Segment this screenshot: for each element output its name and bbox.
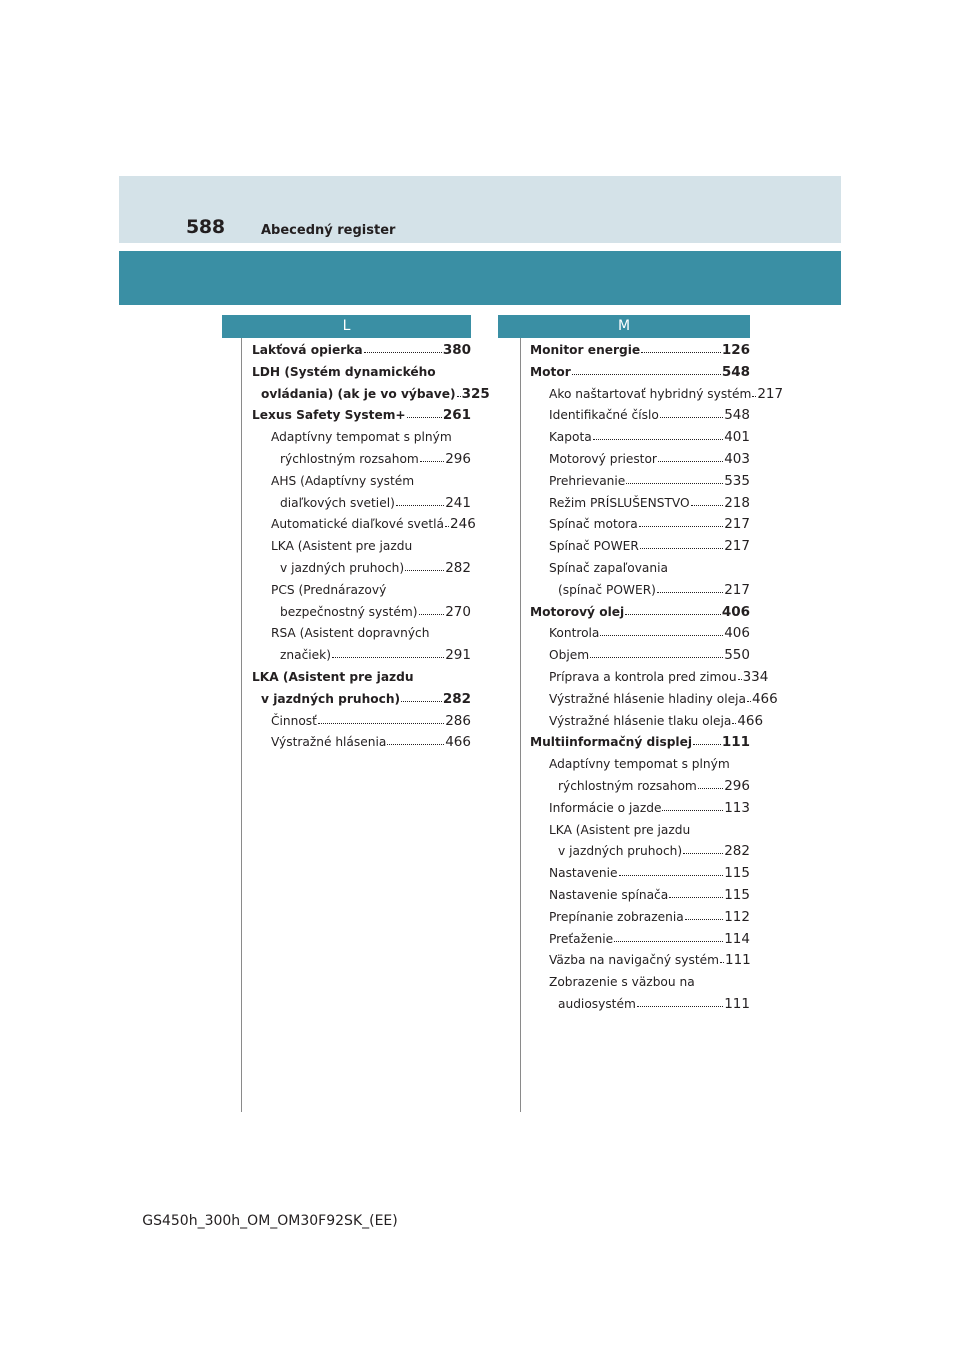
entry-page-number: 406 — [721, 603, 750, 620]
entry-text: PCS (Prednárazový — [271, 582, 387, 597]
entry-text: LDH (Systém dynamického — [252, 364, 436, 379]
index-entry — [530, 798, 750, 820]
index-entry — [252, 558, 471, 580]
entry-text: LKA (Asistent pre jazdu — [271, 539, 413, 554]
leader-dots — [641, 341, 721, 353]
leader-dots — [685, 908, 724, 920]
entry-page-number: 112 — [724, 908, 750, 925]
index-entry — [530, 514, 750, 536]
entry-text: v jazdných pruhoch) — [261, 691, 401, 706]
entry-text: bezpečnostný systém) — [280, 604, 418, 619]
entry-page-number: 296 — [445, 450, 471, 467]
entry-page-number: 380 — [442, 342, 471, 358]
index-entry — [530, 820, 750, 842]
index-entry — [252, 493, 471, 515]
leader-dots — [662, 799, 723, 811]
entry-text: Výstražné hlásenie tlaku oleja — [549, 713, 732, 728]
index-entry — [252, 514, 476, 536]
letter-heading-l: L — [222, 315, 471, 338]
leader-dots — [698, 777, 723, 789]
entry-text: Prepínanie zobrazenia — [549, 909, 684, 924]
index-entry — [530, 384, 784, 406]
leader-dots — [593, 428, 724, 440]
entry-page-number: 111 — [724, 995, 750, 1012]
index-entry — [530, 471, 750, 493]
index-entry — [530, 885, 750, 907]
entry-page-number: 217 — [757, 385, 784, 402]
entry-page-number: 325 — [461, 385, 490, 402]
entry-page-number: 282 — [445, 559, 471, 576]
entry-page-number: 334 — [742, 668, 769, 685]
entry-page-number: 550 — [724, 647, 750, 664]
entry-text: Motorový olej — [530, 604, 625, 619]
entry-page-number: 241 — [445, 494, 471, 511]
leader-dots — [625, 603, 721, 615]
entry-text: Kapota — [549, 430, 592, 445]
index-entry — [252, 449, 471, 471]
index-entry — [530, 602, 750, 624]
leader-dots — [590, 646, 723, 658]
entry-page-number: 286 — [445, 712, 471, 729]
entry-page-number: 296 — [724, 777, 750, 794]
index-column-m — [530, 340, 784, 1016]
index-entry — [530, 558, 750, 580]
entry-page-number: 246 — [450, 516, 476, 533]
entry-text: diaľkových svetiel) — [280, 495, 395, 510]
entry-text: Lexus Safety System+ — [252, 408, 406, 423]
entry-page-number: 466 — [445, 734, 471, 751]
index-entry — [530, 863, 750, 885]
index-entry — [252, 711, 471, 733]
leader-dots — [658, 450, 723, 462]
leader-dots — [332, 646, 444, 658]
leader-dots — [572, 363, 721, 375]
index-entry — [252, 645, 471, 667]
entry-page-number: 115 — [724, 886, 750, 903]
letter-heading-m: M — [498, 315, 750, 338]
index-entry — [252, 362, 471, 384]
index-entry — [530, 580, 750, 602]
index-entry — [252, 471, 471, 493]
entry-text: RSA (Asistent dopravných — [271, 626, 430, 641]
index-entry — [530, 841, 750, 863]
entry-text: LKA (Asistent pre jazdu — [252, 669, 414, 684]
column-rule-left — [241, 338, 242, 1112]
entry-text: Preťaženie — [549, 931, 614, 946]
leader-dots — [445, 515, 449, 527]
entry-page-number: 111 — [721, 734, 750, 751]
entry-text: Nastavenie spínača — [549, 887, 669, 902]
page-number: 588 — [186, 216, 225, 238]
entry-text: audiosystém — [558, 996, 636, 1011]
leader-dots — [420, 450, 444, 462]
index-entry — [530, 340, 750, 362]
leader-dots — [747, 690, 751, 702]
index-entry — [530, 427, 750, 449]
leader-dots — [732, 712, 736, 724]
entry-page-number: 282 — [724, 843, 750, 860]
entry-text: v jazdných pruhoch) — [558, 844, 683, 859]
leader-dots — [691, 494, 724, 506]
entry-text: Prehrievanie — [549, 473, 626, 488]
entry-page-number: 466 — [751, 690, 778, 707]
entry-text: Objem — [549, 648, 590, 663]
entry-text: Ako naštartovať hybridný systém — [549, 386, 752, 401]
entry-text: Činnosť — [271, 713, 317, 728]
index-entry — [530, 732, 750, 754]
entry-page-number: 466 — [737, 712, 764, 729]
entry-text: Kontrola — [549, 626, 600, 641]
index-entry — [530, 689, 778, 711]
index-entry — [530, 907, 750, 929]
leader-dots — [693, 733, 721, 745]
index-entry — [530, 645, 750, 667]
entry-text: Motor — [530, 364, 571, 379]
entry-page-number: 114 — [724, 930, 750, 947]
entry-text: AHS (Adaptívny systém — [271, 473, 415, 488]
index-entry — [252, 623, 471, 645]
entry-page-number: 548 — [724, 407, 750, 424]
entry-text: Spínač motora — [549, 517, 638, 532]
entry-page-number: 406 — [724, 625, 750, 642]
index-entry — [252, 405, 471, 427]
index-entry — [252, 732, 471, 754]
entry-page-number: 548 — [721, 363, 750, 380]
index-entry — [530, 711, 764, 733]
index-entry — [530, 405, 750, 427]
leader-dots — [660, 406, 723, 418]
entry-text: Adaptívny tempomat s plným — [549, 757, 730, 772]
leader-dots — [657, 581, 723, 593]
entry-page-number: 115 — [724, 865, 750, 882]
entry-text: Príprava a kontrola pred zimou — [549, 669, 737, 684]
entry-text: Väzba na navigačný systém — [549, 953, 719, 968]
entry-text: Spínač zapaľovania — [549, 560, 668, 575]
entry-text: Identifikačné číslo — [549, 408, 659, 423]
entry-text: Automatické diaľkové svetlá — [271, 517, 445, 532]
index-entry — [252, 340, 471, 362]
leader-dots — [396, 494, 444, 506]
index-entry — [530, 536, 750, 558]
index-entry — [530, 362, 750, 384]
index-entry — [252, 602, 471, 624]
entry-text: Nastavenie — [549, 866, 618, 881]
leader-dots — [639, 515, 724, 527]
entry-text: Výstražné hlásenie hladiny oleja — [549, 691, 746, 706]
entry-page-number: 111 — [724, 952, 751, 969]
document-code: GS450h_300h_OM_OM30F92SK_(EE) — [142, 1213, 398, 1229]
index-entry — [530, 776, 750, 798]
entry-page-number: 403 — [724, 450, 750, 467]
leader-dots — [457, 385, 461, 397]
index-column-l — [252, 340, 490, 754]
leader-dots — [407, 406, 442, 418]
index-entry — [530, 449, 750, 471]
leader-dots — [626, 472, 723, 484]
section-title: Abecedný register — [261, 223, 396, 238]
index-entry — [252, 689, 471, 711]
leader-dots — [387, 733, 444, 745]
leader-dots — [401, 690, 442, 702]
leader-dots — [318, 712, 444, 724]
leader-dots — [669, 886, 723, 898]
entry-page-number: 291 — [445, 647, 471, 664]
leader-dots — [405, 559, 444, 571]
entry-page-number: 113 — [724, 799, 750, 816]
entry-page-number: 282 — [442, 690, 471, 707]
leader-dots — [419, 603, 445, 615]
index-entry — [530, 623, 750, 645]
entry-page-number: 270 — [445, 603, 471, 620]
index-entry — [530, 972, 750, 994]
entry-page-number: 126 — [721, 342, 750, 358]
entry-text: Režim PRÍSLUŠENSTVO — [549, 495, 690, 510]
leader-dots — [600, 624, 723, 636]
index-entry — [252, 384, 490, 406]
leader-dots — [738, 668, 742, 680]
entry-page-number: 261 — [442, 407, 471, 424]
entry-page-number: 218 — [724, 494, 750, 511]
index-entry — [252, 580, 471, 602]
entry-text: (spínač POWER) — [558, 582, 656, 597]
entry-text: Motorový priestor — [549, 451, 657, 466]
leader-dots — [637, 995, 723, 1007]
index-entry — [530, 994, 750, 1016]
entry-text: ovládania) (ak je vo výbave) — [261, 386, 456, 401]
entry-text: Multiinformačný displej — [530, 735, 693, 750]
leader-dots — [640, 537, 723, 549]
entry-text: Informácie o jazde — [549, 800, 662, 815]
leader-dots — [720, 951, 724, 963]
entry-text: rýchlostným rozsahom — [280, 451, 419, 466]
index-entry — [530, 493, 750, 515]
header-band — [119, 176, 841, 243]
entry-page-number: 217 — [724, 516, 750, 533]
entry-text: rýchlostným rozsahom — [558, 778, 697, 793]
entry-page-number: 401 — [724, 429, 750, 446]
header-accent-band — [119, 251, 841, 305]
index-entry — [530, 754, 750, 776]
column-rule-right — [520, 338, 521, 1112]
leader-dots — [619, 864, 724, 876]
index-entry — [252, 427, 471, 449]
entry-text: Spínač POWER — [549, 539, 639, 554]
entry-page-number: 535 — [724, 472, 750, 489]
leader-dots — [364, 341, 442, 353]
entry-text: Lakťová opierka — [252, 343, 363, 357]
entry-text: Výstražné hlásenia — [271, 735, 387, 750]
entry-page-number: 217 — [724, 538, 750, 555]
entry-text: Adaptívny tempomat s plným — [271, 430, 452, 445]
entry-text: LKA (Asistent pre jazdu — [549, 822, 691, 837]
leader-dots — [683, 842, 723, 854]
index-entry — [530, 667, 769, 689]
index-entry — [530, 950, 750, 972]
index-entry — [252, 667, 471, 689]
entry-page-number: 217 — [724, 581, 750, 598]
entry-text: v jazdných pruhoch) — [280, 560, 405, 575]
entry-text: Zobrazenie s väzbou na — [549, 975, 695, 990]
entry-text: Monitor energie — [530, 343, 641, 357]
leader-dots — [752, 385, 756, 397]
index-entry — [530, 929, 750, 951]
entry-text: značiek) — [280, 648, 331, 663]
index-entry — [252, 536, 471, 558]
leader-dots — [614, 930, 723, 942]
